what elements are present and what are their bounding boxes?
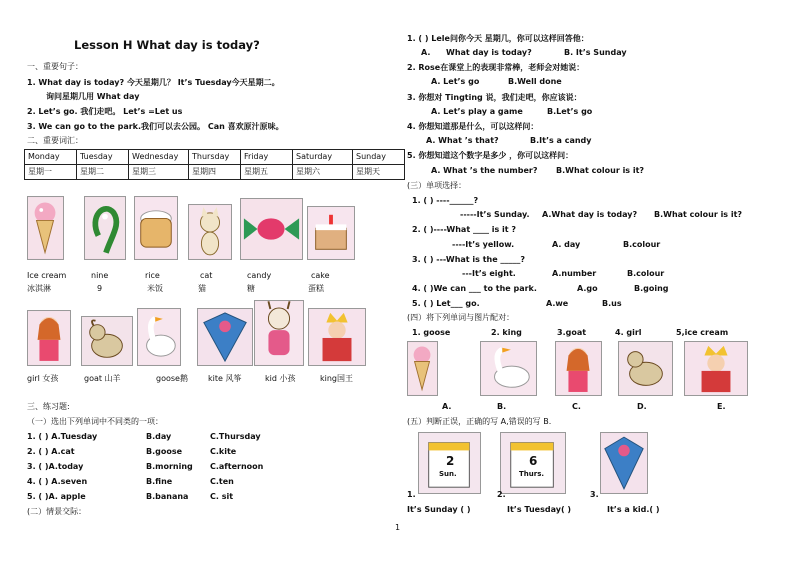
situation-option-b: B.What colour is it? bbox=[556, 166, 645, 175]
day-en: Thursday bbox=[189, 150, 241, 165]
odd-one-out-question: 5. ( )A. apple bbox=[27, 492, 86, 501]
calendar-date: 6 bbox=[529, 454, 538, 468]
kite-picture bbox=[600, 432, 648, 494]
girl-picture bbox=[555, 341, 602, 396]
vocab-label: king国王 bbox=[320, 374, 354, 383]
match-word: 5,ice cream bbox=[676, 328, 729, 337]
tf-number: 1. bbox=[407, 490, 416, 499]
sentence-1-note: 询问星期几用 What day bbox=[46, 92, 140, 101]
choice-answer-line: ----It’s yellow. bbox=[452, 240, 515, 249]
match-letter: A. bbox=[442, 402, 452, 411]
cat-picture bbox=[188, 204, 232, 260]
day-cn: 星期五 bbox=[241, 165, 293, 180]
vocab-cn: 9 bbox=[97, 284, 103, 293]
situation-option-b: B.It’s a candy bbox=[530, 136, 592, 145]
day-cn: 星期一 bbox=[25, 165, 77, 180]
cake-picture bbox=[307, 206, 355, 260]
calendar-date: 2 bbox=[446, 454, 455, 468]
match-letter: C. bbox=[572, 402, 581, 411]
day-cn: 星期天 bbox=[353, 165, 405, 180]
kid-picture bbox=[254, 300, 304, 366]
section-heading: (四）将下列单词与图片配对： bbox=[407, 313, 515, 322]
page-title: Lesson H What day is today? bbox=[74, 38, 260, 52]
situation-question: 1. ( ) Lele问你今天 星期几，你可以这样回答他： bbox=[407, 34, 589, 43]
tf-statement: It’s a kid.( ) bbox=[607, 505, 660, 514]
choice-option-b: B.colour bbox=[627, 269, 665, 278]
situation-option-a: A. Let’s play a game bbox=[431, 107, 523, 116]
situation-option-a: A. What ’s the number? bbox=[431, 166, 538, 175]
match-letter: D. bbox=[637, 402, 647, 411]
choice-option-b: B.going bbox=[634, 284, 669, 293]
subsection-heading: （一）选出下列单词中不同类的一项： bbox=[27, 417, 163, 426]
match-word: 4. girl bbox=[615, 328, 642, 337]
choice-option-a: A.go bbox=[577, 284, 598, 293]
day-en: Tuesday bbox=[77, 150, 129, 165]
number-nine-picture bbox=[84, 196, 126, 260]
situation-option-a: A. Let’s go bbox=[431, 77, 480, 86]
vocab-label: goat 山羊 bbox=[84, 374, 121, 383]
ice-cream-picture bbox=[407, 341, 438, 396]
section-heading: 三、练习题: bbox=[27, 402, 70, 411]
day-cn: 星期三 bbox=[129, 165, 189, 180]
vocab-label: girl 女孩 bbox=[27, 374, 59, 383]
situation-question: 4. 你想知道那是什么，可以这样问： bbox=[407, 122, 539, 131]
section-heading: 二、重要词汇： bbox=[27, 136, 83, 145]
situation-option-b: B.Well done bbox=[508, 77, 562, 86]
tf-number: 3. bbox=[590, 490, 599, 499]
vocab-cn: 猫 bbox=[198, 284, 206, 293]
choice-option-a: A.we bbox=[546, 299, 569, 308]
situation-option-b: B.Let’s go bbox=[547, 107, 593, 116]
match-word: 3.goat bbox=[557, 328, 587, 337]
situation-option-b: B. It’s Sunday bbox=[564, 48, 627, 57]
choice-option-a: A.What day is today? bbox=[542, 210, 638, 219]
calendar-thursday-picture bbox=[500, 432, 566, 494]
vocab-cn: 蛋糕 bbox=[308, 284, 324, 293]
day-cn: 星期四 bbox=[189, 165, 241, 180]
odd-option-b: B.goose bbox=[146, 447, 183, 456]
odd-one-out-question: 2. ( ) A.cat bbox=[27, 447, 75, 456]
king-picture bbox=[684, 341, 748, 396]
vocab-cn: 冰淇淋 bbox=[27, 284, 51, 293]
choice-question: 4. ( )We can ___ to the park. bbox=[412, 284, 537, 293]
section-heading: (三）单项选择： bbox=[407, 181, 467, 190]
vocab-cn: 糖 bbox=[247, 284, 255, 293]
section-heading: (五）判断正误，正确的写 A,错误的写 B. bbox=[407, 417, 552, 426]
match-letter: E. bbox=[717, 402, 726, 411]
calendar-sunday-picture bbox=[418, 432, 481, 494]
odd-one-out-question: 1. ( ) A.Tuesday bbox=[27, 432, 98, 441]
day-en: Wednesday bbox=[129, 150, 189, 165]
vocab-en: nine bbox=[91, 271, 109, 280]
vocab-label: kid 小孩 bbox=[265, 374, 296, 383]
calendar-day: Sun. bbox=[439, 470, 457, 478]
odd-option-b: B.day bbox=[146, 432, 172, 441]
choice-option-a: A. day bbox=[552, 240, 581, 249]
choice-answer-line: ---It’s eight. bbox=[462, 269, 516, 278]
sentence-3: 3. We can go to the park.我们可以去公园。 Can 喜欢原汁原味。 bbox=[27, 122, 284, 131]
situation-option-a-text: What day is today? bbox=[446, 48, 532, 57]
page-number: 1 bbox=[395, 523, 401, 532]
calendar-day: Thurs. bbox=[519, 470, 545, 478]
day-cn: 星期二 bbox=[77, 165, 129, 180]
situation-option-a: A. What ’s that? bbox=[426, 136, 499, 145]
vocab-cn: 米饭 bbox=[147, 284, 163, 293]
odd-option-b: B.fine bbox=[146, 477, 173, 486]
situation-question: 2. Rose在课堂上的表现非常棒，老师会对她说： bbox=[407, 63, 585, 72]
situation-question: 5. 你想知道这个数字是多少 ，你可以这样问： bbox=[407, 151, 574, 160]
day-en: Saturday bbox=[293, 150, 353, 165]
day-cn: 星期六 bbox=[293, 165, 353, 180]
match-letter: B. bbox=[497, 402, 507, 411]
choice-question: 2. ( )----What ____ is it ? bbox=[412, 225, 517, 234]
vocab-en: rice bbox=[145, 271, 160, 280]
choice-question: 1. ( ) ----______? bbox=[412, 196, 479, 205]
vocab-en: candy bbox=[247, 271, 272, 280]
vocab-label: kite 风筝 bbox=[208, 374, 242, 383]
odd-one-out-question: 3. ( )A.today bbox=[27, 462, 84, 471]
vocab-en: cake bbox=[311, 271, 330, 280]
odd-option-c: C.ten bbox=[210, 477, 234, 486]
rice-picture bbox=[134, 196, 178, 260]
vocab-label: goose鹅 bbox=[156, 374, 188, 383]
match-word: 2. king bbox=[491, 328, 522, 337]
day-en: Friday bbox=[241, 150, 293, 165]
choice-question: 5. ( ) Let___ go. bbox=[412, 299, 480, 308]
weekday-table bbox=[24, 149, 405, 180]
vocab-en: cat bbox=[200, 271, 213, 280]
odd-option-c: C.Thursday bbox=[210, 432, 261, 441]
tf-number: 2. bbox=[497, 490, 506, 499]
sentence-2: 2. Let’s go. 我们走吧。 Let’s =Let us bbox=[27, 107, 183, 116]
goat-picture bbox=[81, 316, 133, 366]
kite-picture bbox=[197, 308, 253, 366]
section-heading: 一、重要句子： bbox=[27, 62, 83, 71]
choice-option-b: B.colour bbox=[623, 240, 661, 249]
choice-option-a: A.number bbox=[552, 269, 597, 278]
tf-statement: It’s Sunday ( ) bbox=[407, 505, 471, 514]
king-picture bbox=[308, 308, 366, 366]
sentence-1: 1. What day is today? 今天星期几？ It’s Tuesday今天星期二。 bbox=[27, 78, 280, 87]
odd-one-out-question: 4. ( ) A.seven bbox=[27, 477, 88, 486]
goat-picture bbox=[618, 341, 673, 396]
choice-option-b: B.us bbox=[602, 299, 622, 308]
odd-option-c: C.kite bbox=[210, 447, 237, 456]
goose-picture bbox=[137, 308, 181, 366]
candy-picture bbox=[240, 198, 303, 260]
choice-question: 3. ( ) ---What is the _____? bbox=[412, 255, 526, 264]
choice-answer-line: -----It’s Sunday. bbox=[460, 210, 530, 219]
tf-statement: It’s Tuesday( ) bbox=[507, 505, 572, 514]
odd-option-c: C. sit bbox=[210, 492, 234, 501]
odd-option-c: C.afternoon bbox=[210, 462, 264, 471]
day-en: Monday bbox=[25, 150, 77, 165]
girl-picture bbox=[27, 310, 71, 366]
odd-option-b: B.banana bbox=[146, 492, 189, 501]
situation-option-a: A. bbox=[421, 48, 431, 57]
ice-cream-picture bbox=[27, 196, 64, 260]
goose-picture bbox=[480, 341, 537, 396]
subsection-heading: (二）情景交际： bbox=[27, 507, 87, 516]
odd-option-b: B.morning bbox=[146, 462, 193, 471]
vocab-en: Ice cream bbox=[27, 271, 67, 280]
choice-option-b: B.What colour is it? bbox=[654, 210, 743, 219]
situation-question: 3. 你想对 Tingting 说，我们走吧，你应该说： bbox=[407, 93, 582, 102]
match-word: 1. goose bbox=[412, 328, 451, 337]
day-en: Sunday bbox=[353, 150, 405, 165]
